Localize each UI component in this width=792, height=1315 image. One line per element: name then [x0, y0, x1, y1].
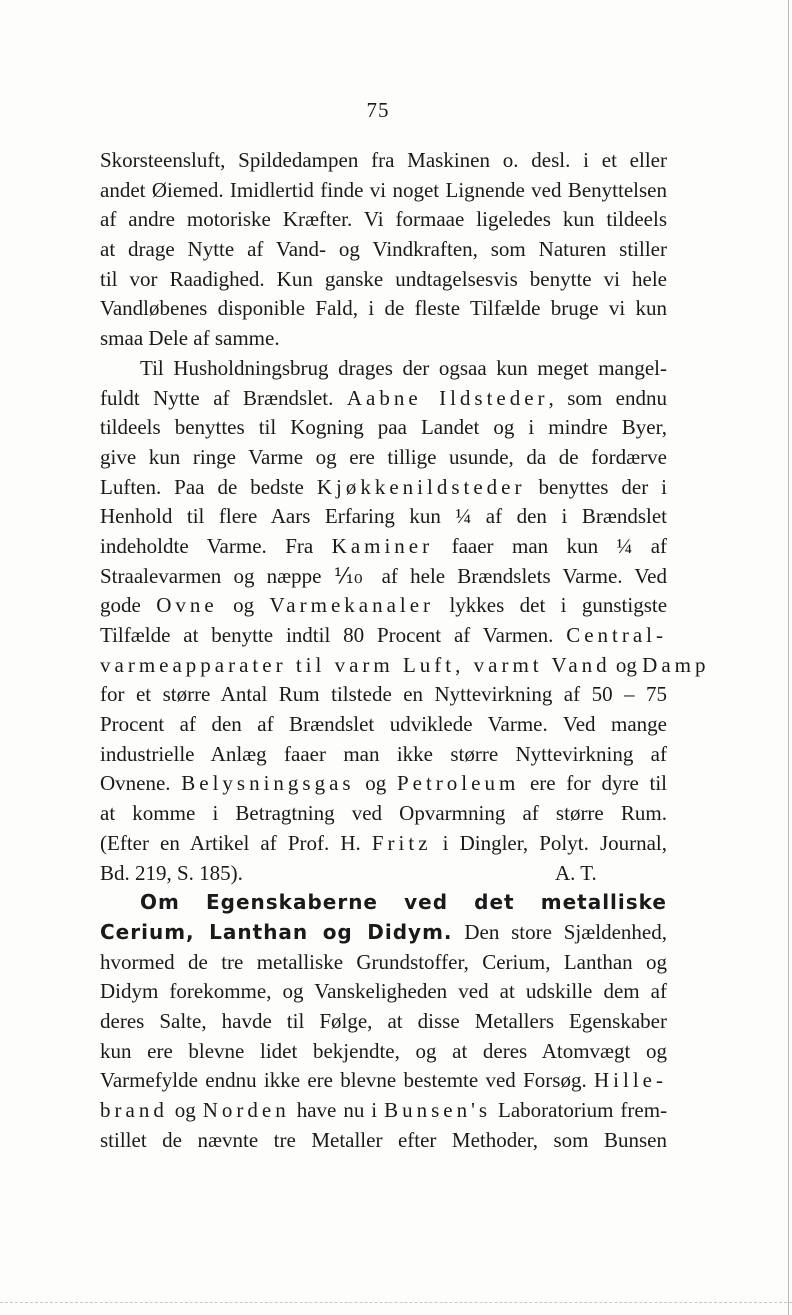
text-run: i Dingler, Polyt. Journal,	[442, 830, 668, 855]
text-run: gode	[100, 593, 141, 618]
text-line	[100, 829, 667, 859]
emphasis-hillebrand: Hille-	[594, 1068, 667, 1093]
text-line: Skorsteensluft, Spildedampen fra Maskinen o. desl. i et eller	[100, 148, 667, 172]
text-line: Til Husholdningsbrug drages der ogsaa kun meget mangel-	[140, 355, 667, 380]
emphasis-ovne: Ovne	[156, 593, 218, 618]
text-line	[100, 651, 710, 681]
emphasis-aabne-ildsteder: Aabne Ildsteder	[346, 385, 549, 410]
text-run: , som endnu	[548, 385, 668, 410]
text-line	[100, 1096, 667, 1126]
emphasis-belysningsgas: Belysningsgas	[181, 771, 355, 796]
emphasis-petroleum: Petroleum	[396, 771, 520, 796]
emphasis-varmekanaler: Varmekanaler	[269, 593, 435, 618]
text-line: smaa Dele af samme.	[100, 326, 280, 351]
text-line: af andre motoriske Kræfter. Vi formaae ligeledes kun tildeels	[100, 207, 667, 232]
text-run: og	[365, 771, 387, 796]
text-run: Varmefylde endnu ikke ere blevne bestemte ved Forsøg.	[100, 1068, 587, 1093]
scan-edge-line	[788, 0, 789, 1315]
text-run: faaer man kun ¼ af	[451, 533, 668, 558]
text-run: Ovnene.	[100, 771, 171, 796]
text-line	[100, 621, 667, 651]
body-text	[100, 146, 710, 1155]
text-line: Procent af den af Brændslet udviklede Varme. Ved mange	[100, 712, 667, 737]
text-line	[100, 532, 667, 562]
text-line: at drage Nytte af Vand- og Vindkraften, som Naturen stiller	[100, 237, 667, 262]
text-run: ere for dyre til	[529, 771, 667, 796]
text-line	[100, 859, 667, 889]
emphasis-fritz: Fritz	[371, 830, 432, 855]
text-line: til vor Raadighed. Kun ganske undtagelsesvis benytte vi hele	[100, 266, 667, 291]
text-line: stillet de nævnte tre Metaller efter Methoder, som Bunsen	[100, 1127, 667, 1152]
text-line: for et større Antal Rum tilstede en Nyttevirkning af 50 – 75	[100, 682, 667, 707]
text-run: og	[174, 1098, 196, 1122]
emphasis-varmeapparater: varmeapparater til varm Luft, varmt Vand	[100, 652, 611, 677]
text-run: Laboratorium frem-	[498, 1098, 668, 1122]
text-line: industrielle Anlæg faaer man ikke større Nyttevirkning af	[100, 741, 667, 766]
text-line	[100, 769, 667, 799]
emphasis-kjokkenildsteder: Kjøkkenildsteder	[316, 474, 526, 499]
text-line: Straalevarmen og næppe ⅒ af hele Brændslets Varme. Ved	[100, 563, 667, 588]
emphasis-damp: Damp	[642, 652, 710, 677]
text-line	[100, 591, 667, 621]
section-heading-line2: Cerium, Lanthan og Didym.	[100, 919, 453, 944]
emphasis-bunsen: Bunsen's	[384, 1098, 492, 1122]
text-run: (Efter en Artikel af Prof. H.	[100, 830, 361, 855]
scan-bottom-edge	[0, 1302, 792, 1303]
text-run: Bd. 219, S. 185).	[100, 860, 243, 885]
text-line	[100, 888, 667, 918]
text-line: Didym forekomme, og Vanskeligheden ved at udskille dem af	[100, 979, 667, 1004]
text-line	[100, 1066, 667, 1096]
text-run: og	[233, 593, 255, 618]
text-line: deres Salte, havde til Følge, at disse Metallers Egenskaber	[100, 1008, 667, 1033]
text-run: Luften. Paa de bedste	[100, 474, 304, 499]
text-run: have nu i	[296, 1098, 378, 1122]
text-line	[100, 473, 667, 503]
text-line: hvormed de tre metalliske Grundstoffer, Cerium, Lanthan og	[100, 949, 667, 974]
text-line	[100, 918, 667, 948]
text-run: indeholdte Varme. Fra	[100, 533, 314, 558]
text-line: at komme i Betragtning ved Opvarmning af større Rum.	[100, 801, 667, 826]
text-line: tildeels benyttes til Kogning paa Landet og i mindre Byer,	[100, 415, 667, 440]
emphasis-kaminer: Kaminer	[331, 533, 434, 558]
emphasis-brand: brand	[100, 1098, 168, 1122]
text-line: andet Øiemed. Imidlertid finde vi noget Lignende ved Benyttelsen	[100, 177, 667, 202]
text-run: benyttes der i	[538, 474, 668, 499]
text-line: give kun ringe Varme og ere tillige usunde, da de fordærve	[100, 444, 667, 469]
author-initials: A. T.	[554, 860, 597, 885]
emphasis-central: Central-	[566, 623, 668, 647]
page-number: 75	[366, 98, 390, 122]
text-run: lykkes det i gunstigste	[449, 593, 668, 618]
emphasis-norden: Norden	[202, 1098, 290, 1122]
text-run: Tilfælde at benytte indtil 80 Procent af Varmen.	[100, 623, 554, 647]
text-line	[100, 384, 667, 414]
text-line: Henhold til flere Aars Erfaring kun ¼ af den i Brændslet	[100, 504, 667, 529]
section-heading-line1: Om Egenskaberne ved det metalliske	[140, 890, 667, 915]
text-line: kun ere blevne lidet bekjendte, og at deres Atomvægt og	[100, 1038, 667, 1063]
text-run: og	[615, 652, 637, 677]
text-line: Vandløbenes disponible Fald, i de fleste Tilfælde bruge vi kun	[100, 296, 667, 321]
text-run: Den store Sjældenhed,	[464, 919, 667, 944]
text-run: fuldt Nytte af Brændslet.	[100, 385, 334, 410]
